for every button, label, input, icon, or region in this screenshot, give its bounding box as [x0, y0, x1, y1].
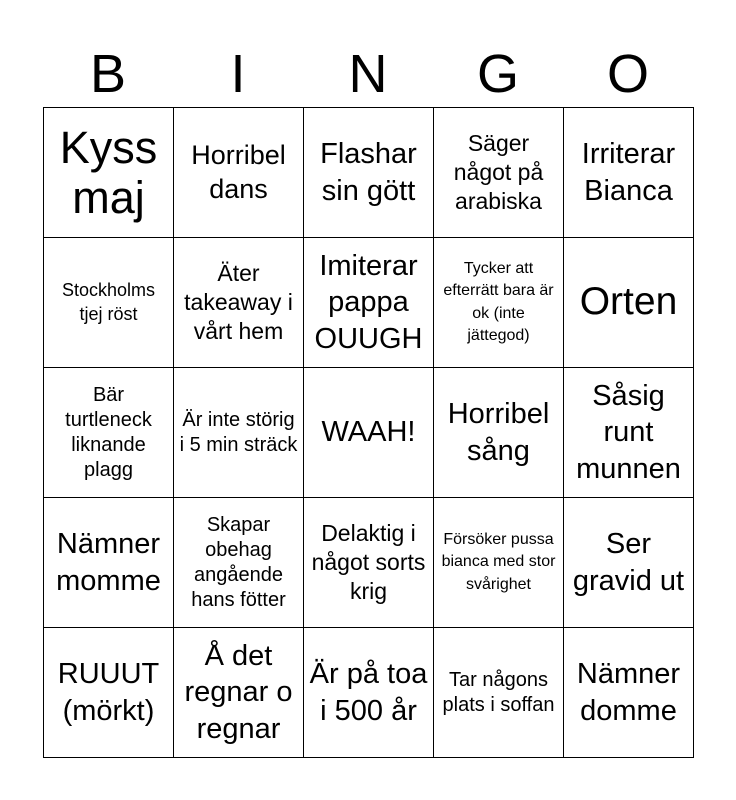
cell-text: Tar någons plats i soffan — [442, 668, 555, 716]
cell-text: RUUUT (mörkt) — [57, 658, 160, 727]
cell-text: Horribel sång — [447, 398, 550, 467]
header-letter-g: G — [476, 44, 519, 104]
cell-text: Är på toa i 500 år — [309, 658, 428, 727]
bingo-cell-r4c2[interactable] — [174, 498, 304, 628]
cell-text: Flashar sin gött — [320, 138, 417, 207]
bingo-cell-r2c2[interactable] — [174, 238, 304, 368]
bingo-cell-r4c5[interactable] — [564, 498, 694, 628]
cell-text: Tycker att efterrätt bara är ok (inte jättegod) — [443, 259, 554, 344]
bingo-cell-r1c4[interactable] — [434, 108, 564, 238]
bingo-cell-r5c3[interactable] — [304, 628, 434, 758]
cell-text: Skapar obehag angående hans fötter — [191, 513, 286, 611]
cell-text: Horribel dans — [191, 139, 286, 204]
bingo-cell-r5c5[interactable] — [564, 628, 694, 758]
cell-text: Bär turtleneck liknande plagg — [65, 383, 152, 481]
bingo-cell-r4c1[interactable] — [44, 498, 174, 628]
bingo-cell-r3c5[interactable] — [564, 368, 694, 498]
cell-text: Kyss maj — [59, 122, 158, 223]
header-letter-i: I — [230, 44, 246, 104]
bingo-cell-r2c4[interactable] — [434, 238, 564, 368]
bingo-board — [43, 107, 694, 758]
bingo-cell-r1c1[interactable] — [44, 108, 174, 238]
cell-text: Säger något på arabiska — [453, 129, 544, 215]
cell-text: Äter takeaway i vårt hem — [184, 259, 293, 345]
cell-text: Orten — [579, 280, 678, 324]
cell-text: Försöker pussa bianca med stor svårighet — [441, 530, 556, 593]
cell-text: Såsig runt munnen — [576, 380, 681, 485]
bingo-cell-r2c1[interactable] — [44, 238, 174, 368]
bingo-cell-r2c5[interactable] — [564, 238, 694, 368]
bingo-cell-r1c5[interactable] — [564, 108, 694, 238]
bingo-cell-r4c4[interactable] — [434, 498, 564, 628]
cell-text: Delaktig i något sorts krig — [311, 519, 426, 605]
cell-text: Nämner domme — [576, 658, 681, 727]
bingo-cell-r1c3[interactable] — [304, 108, 434, 238]
bingo-cell-r3c2[interactable] — [174, 368, 304, 498]
cell-text: Irriterar Bianca — [581, 138, 676, 207]
cell-text: WAAH! — [321, 416, 416, 449]
cell-text: Nämner momme — [56, 528, 161, 597]
header-letter-b: B — [89, 44, 127, 104]
cell-text: Ser gravid ut — [572, 528, 685, 597]
bingo-cell-r1c2[interactable] — [174, 108, 304, 238]
header-letter-o: O — [606, 44, 649, 104]
bingo-cell-r5c2[interactable] — [174, 628, 304, 758]
bingo-cell-r2c3[interactable] — [304, 238, 434, 368]
bingo-cell-r3c3[interactable] — [304, 368, 434, 498]
header-letter-n: N — [348, 44, 388, 104]
bingo-cell-r3c1[interactable] — [44, 368, 174, 498]
bingo-cell-r5c1[interactable] — [44, 628, 174, 758]
bingo-cell-r4c3[interactable] — [304, 498, 434, 628]
cell-text: Stockholms tjej röst — [61, 280, 156, 324]
bingo-cell-r5c4[interactable] — [434, 628, 564, 758]
cell-text: Imiterar pappa OUUGH — [314, 250, 423, 355]
bingo-cell-r3c4[interactable] — [434, 368, 564, 498]
cell-text: Å det regnar o regnar — [184, 640, 293, 745]
cell-text: Är inte störig i 5 min sträck — [179, 408, 298, 456]
bingo-header — [43, 40, 693, 108]
